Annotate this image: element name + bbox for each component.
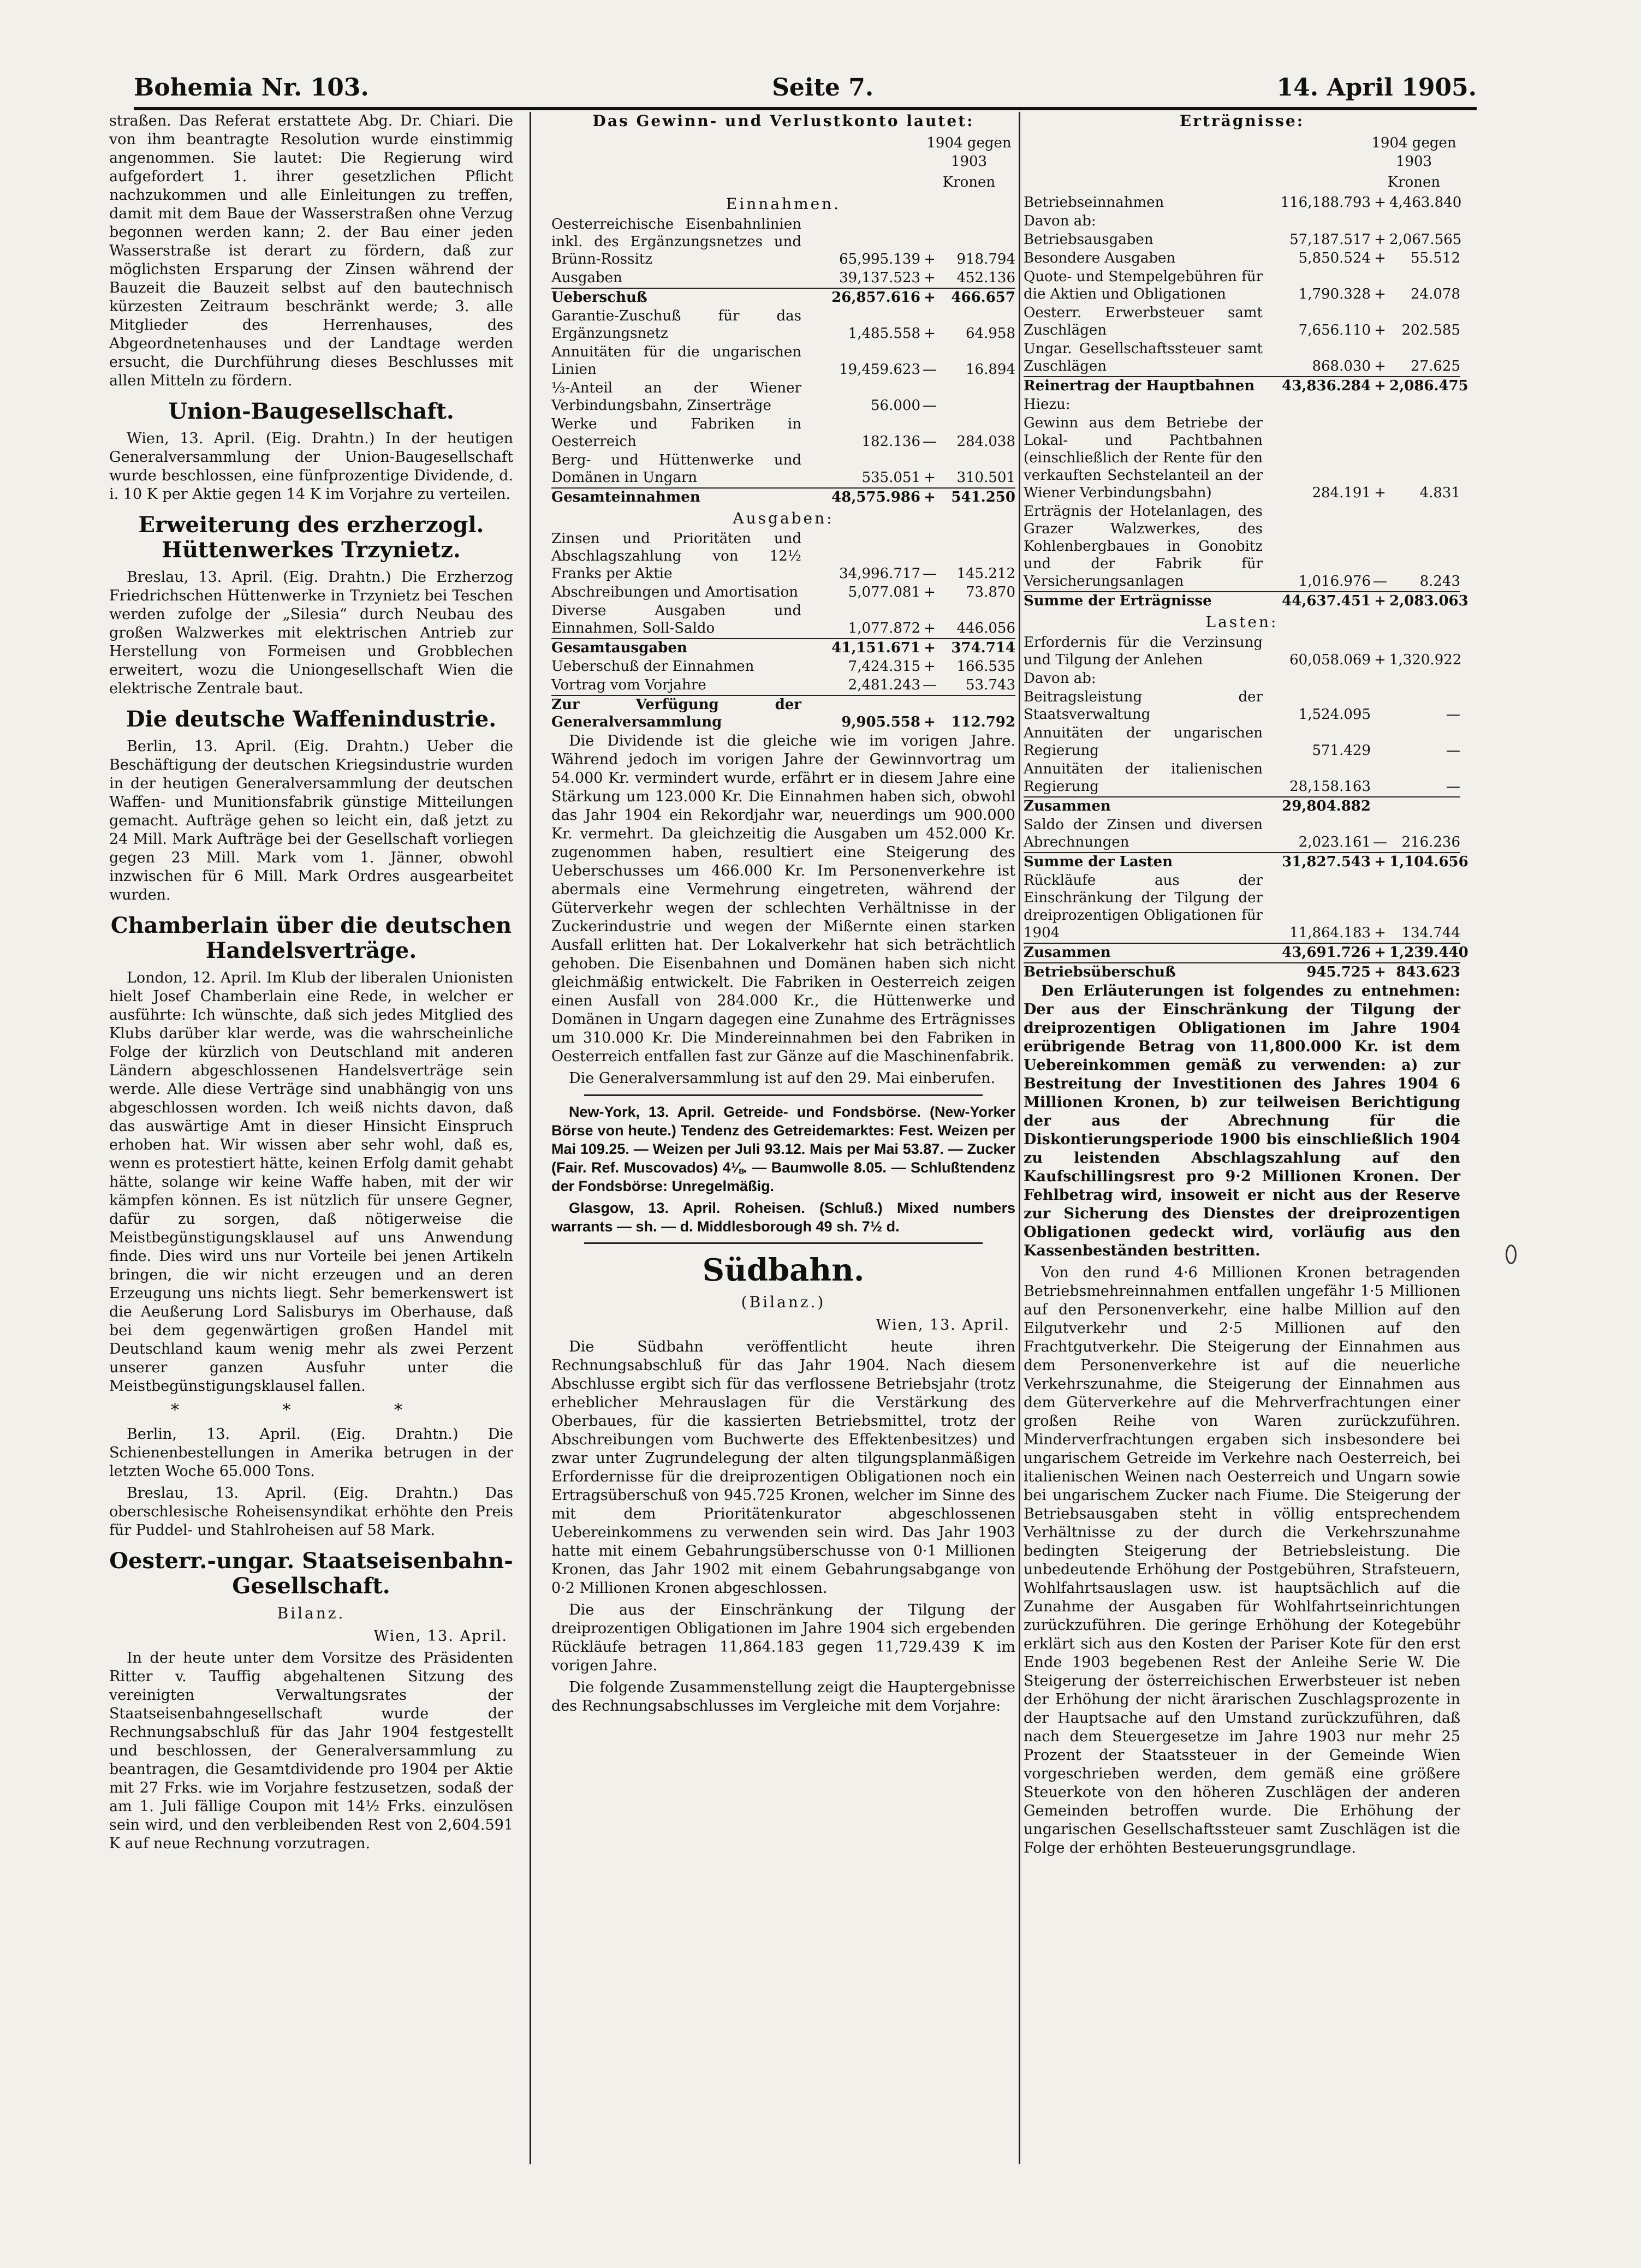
table-row-value: 9,905.558 — [841, 714, 920, 730]
table-row-sign: — — [1373, 834, 1387, 850]
article-text: Die folgende Zusammenstellung zeigt die Hauptergebnisse des Rechnungsabschlusses im Vergleiche mit dem Vorjahre: — [551, 1679, 1015, 1715]
market-report: New-York, 13. April. Getreide- und Fondsbörse. (New-Yorker Börse von heute.) Tendenz des Getreidemarktes: Fest. Weizen per Mai 109.25. — Weizen per Juli 93.12. Mais per Mai 53.87. — Zucker (Fair. Ref. Muscovados) 4⅛. — Baumwolle 8.05. — Schlußtendenz der Fondsbörse: Unregelmäßig. — [551, 1104, 1015, 1194]
article-text: Berlin, 13. April. (Eig. Drahtn.) Die Schienenbestellungen in Amerika betrugen in der letzten Woche 65.000 Tons. — [109, 1426, 513, 1480]
table-row-sign: — — [1373, 573, 1387, 590]
headline: Union-Baugesellschaft. — [168, 398, 454, 424]
table-row-value: 1,790.328 — [1298, 286, 1371, 302]
table-row-label: Summe der Lasten — [1024, 854, 1173, 870]
table-row-value: 2,481.243 — [848, 677, 920, 693]
table-row-change: — — [1446, 742, 1460, 759]
table-row-value: 29,804.882 — [1282, 798, 1371, 814]
table-row-change: 2,067.565 — [1389, 231, 1462, 248]
table-row — [1024, 268, 1460, 303]
table-row-sign: + — [924, 469, 936, 486]
table-row-label: Garantie-Zuschuß für das Ergänzungsnetz — [551, 308, 801, 342]
table-row-value: 284.191 — [1312, 485, 1371, 501]
table-row — [1024, 872, 1460, 942]
headline: Südbahn. — [702, 1252, 865, 1288]
table-row-label: Davon ab: — [1024, 213, 1096, 229]
table-row-value: 116,188.793 — [1280, 194, 1371, 211]
table-row — [1024, 634, 1460, 669]
table-row-sign: + — [924, 325, 936, 342]
table-earnings — [1024, 194, 1468, 610]
table-row-value: 7,424.315 — [848, 658, 920, 675]
table-row — [551, 288, 1015, 306]
table-header-years: 1904 gegen 1903 — [1371, 135, 1456, 170]
dateline: Wien, 13. April. — [373, 1628, 508, 1645]
table-row-label: Zusammen — [1024, 798, 1111, 814]
table-income — [551, 216, 1015, 506]
table-row-sign: + — [1374, 944, 1386, 961]
column-rule — [530, 112, 531, 2164]
table-header-years: 1904 gegen 1903 — [926, 135, 1012, 170]
table-row-label: Vortrag vom Vorjahre — [551, 677, 706, 693]
article-text: London, 12. April. Im Klub der liberalen Unionisten hielt Josef Chamberlain eine Rede, in welcher er ausführte: Ich wünschte, daß sich jedes Mitglied des Klubs darüber klar werde, was die wahrscheinliche Folge der kürzlich von Deutschland mit anderen Ländern abgeschlossenen Handelsverträge sein werde. Alle diese Verträge sind unabhängig von uns abgeschlossen worden. Ich weiß nichts davon, daß das auswärtige Amt in dieser Hinsicht Einspruch erhoben hat. Wir wissen aber sehr wohl, daß es, wenn es protestiert hätte, keinen Erfolg damit gehabt hätte, solange wir keine Waffe haben, mit der wir kämpfen können. Es ist nützlich für unsere Gegner, dafür zu sorgen, daß nötigerweise die Meistbegünstigungsklausel auf uns Anwendung finde. Dies wird uns nur Vorteile bei jenen Artikeln bringen, die wir nicht erzeugen und an deren Erzeugung uns nichts liegt. Sehr bemerkenswert ist die Aeußerung Lord Salisburys im Oberhause, daß bei dem gegenwärtigen großen Handel mit Deutschland kaum wenig mehr als zwei Perzent unserer ganzen Ausfuhr unter die Meistbegünstigungsklausel fallen. — [109, 969, 513, 1395]
table-row-change: 310.501 — [956, 469, 1015, 486]
table-row-sign: + — [924, 270, 936, 286]
table-row-change: 73.870 — [966, 584, 1015, 600]
table-row-label: Zinsen und Prioritäten und Abschlagszahlung von 12½ Franks per Aktie — [551, 531, 801, 582]
table-row-change: 55.512 — [1411, 250, 1460, 266]
table-row-value: 26,857.616 — [831, 289, 920, 306]
table-row — [551, 307, 1015, 342]
table-row-sign: + — [1374, 378, 1386, 394]
table-section: Ausgaben: — [733, 509, 834, 527]
table-row-label: Annuitäten der italienischen Regierung — [1024, 761, 1263, 795]
table-row-label: Annuitäten der ungarischen Regierung — [1024, 725, 1263, 759]
table-row-change: 64.958 — [966, 325, 1015, 342]
table-row — [1024, 249, 1460, 267]
table-row-sign: + — [924, 714, 936, 730]
table-header — [551, 134, 1015, 171]
headline: Oesterr.-ungar. Staatseisenbahn-Gesellschaft. — [109, 1548, 513, 1599]
table-title: Erträgnisse: — [1179, 112, 1305, 130]
table-row-label: Ueberschuß der Einnahmen — [551, 658, 754, 675]
table-row-sign: + — [1374, 286, 1386, 302]
table-row-value: 56.000 — [871, 397, 920, 414]
table-expenses — [551, 530, 1015, 731]
table-header — [1024, 134, 1460, 171]
table-row-change: 2,083.063 — [1389, 593, 1468, 609]
table-row-change: 166.535 — [956, 658, 1015, 675]
table-row-sign: — — [923, 397, 937, 414]
table-row — [551, 487, 1015, 506]
table-row-sign: + — [1374, 485, 1386, 501]
table-row-change: 843.623 — [1396, 964, 1460, 980]
subheadline: Bilanz. — [277, 1604, 346, 1622]
table-row — [551, 451, 1015, 486]
table-row — [551, 638, 1015, 657]
table-row — [551, 695, 1015, 731]
article-text: Die Dividende ist die gleiche wie im vorigen Jahre. Während jedoch im vorigen Jahre der Gewinnvortrag um 54.000 Kr. vermindert wurde, erfährt er in diesem Jahre eine Stärkung um 123.000 Kr. Die Einnahmen haben sich, obwohl das Jahr 1904 ein Rekordjahr war, neuerdings um 900.000 Kr. vermehrt. Da gleichzeitig die Ausgaben um 452.000 Kr. zugenommen haben, resultiert eine Steigerung des Ueberschusses um 466.000 Kr. Im Personenverkehre ist abermals eine Vermehrung eingetreten, während der Güterverkehr wegen der schlechten Verhältnisse in der Zuckerindustrie und wegen der Mißernte einen starken Ausfall erlitten hat. Der Lokalverkehr hat sich beträchtlich gehoben. Die Eisenbahnen und Domänen haben sich nicht gleichmäßig entwickelt. Die Fabriken in Oesterreich zeigen einen Ausfall von 284.000 Kr., die Hüttenwerke und Domänen in Ungarn dagegen eine Zunahme des Erträgnisses um 310.000 Kr. Die Mindereinnahmen bei den Fabriken in Oesterreich entfallen fast zur Gänze auf die Maschinenfabrik. — [551, 733, 1015, 1065]
table-row-change: 24.078 — [1411, 286, 1460, 302]
table-row — [1024, 340, 1460, 375]
table-row — [1024, 503, 1460, 590]
table-row-label: Summe der Erträgnisse — [1024, 593, 1212, 609]
page-edge-mark — [1506, 1245, 1517, 1264]
table-row-value: 1,016.976 — [1298, 573, 1371, 590]
table-row-value: 1,077.872 — [848, 620, 920, 636]
table-row-change: 16.894 — [966, 361, 1015, 378]
table-row-change: — — [1446, 706, 1460, 723]
table-row-value: 571.429 — [1312, 742, 1371, 759]
article-text: Die aus der Einschränkung der Tilgung der dreiprozentigen Obligationen im Jahre 1904 sich ergebenden Rückläufe betragen 11,864.183 gegen 11,729.439 K im vorigen Jahre. — [551, 1602, 1015, 1674]
table-row-change: 466.657 — [951, 289, 1015, 306]
table-row-value: 34,996.717 — [839, 565, 920, 582]
table-row-label: Davon ab: — [1024, 670, 1096, 687]
table-row-value: 945.725 — [1306, 964, 1371, 980]
table-header — [1024, 173, 1460, 192]
table-row-label: Oesterr. Erwerbsteuer samt Zuschlägen — [1024, 305, 1263, 338]
headline: Die deutsche Waffenindustrie. — [126, 706, 497, 732]
table-row-sign: + — [1374, 652, 1386, 668]
table-row-label: Besondere Ausgaben — [1024, 250, 1176, 266]
table-section: Lasten: — [1205, 613, 1279, 631]
table-row-label: Betriebseinnahmen — [1024, 194, 1164, 211]
table-row-label: Beitragsleistung der Staatsverwaltung — [1024, 689, 1263, 723]
subheadline: (Bilanz.) — [741, 1293, 826, 1311]
table-row-change: 53.743 — [966, 677, 1015, 693]
table-row-sign: + — [924, 489, 936, 505]
table-row-sign: — — [923, 565, 937, 582]
table-row-sign: — — [923, 677, 937, 693]
table-burdens — [1024, 634, 1468, 981]
table-row-label: Ungar. Gesellschaftssteuer samt Zuschlägen — [1024, 341, 1263, 374]
table-row — [551, 602, 1015, 637]
table-row-change: 216.236 — [1401, 834, 1460, 850]
table-row — [551, 216, 1015, 268]
table-row-sign: + — [924, 584, 936, 600]
table-row — [551, 415, 1015, 450]
dateline: Wien, 13. April. — [876, 1317, 1010, 1334]
table-row-change: 541.250 — [951, 489, 1015, 505]
table-row-label: Zur Verfügung der Generalversammlung — [551, 697, 801, 730]
table-row — [1024, 212, 1460, 230]
article-text: straßen. Das Referat erstattete Abg. Dr. Chiari. Die von ihm beantragte Resolution wurde einstimmig angenommen. Sie lautet: Die Regierung wird aufgefordert 1. ihrer gesetzlichen Pflicht nachzukommen und alle Einleitungen zu treffen, damit mit dem Baue der Wasserstraßen ohne Verzug begonnen werden kann; 2. der Bau einer jeden Wasserstraße ist derart zu fördern, daß zur möglichsten Ersparung der Zinsen während der Bauzeit die Bauzeit selbst auf den bautechnisch kürzesten Zeitraum beschränkt werde; 3. alle Mitglieder des Herrenhauses, des Abgeordnetenhauses und der Landtage werden ersucht, die Durchführung dieses Beschlusses mit allen Mitteln zu fördern. — [109, 112, 513, 389]
table-row-label: Annuitäten für die ungarischen Linien — [551, 344, 801, 378]
table-row-change: 4,463.840 — [1389, 194, 1462, 211]
table-row-change: 145.212 — [956, 565, 1015, 582]
table-row-label: Ausgaben — [551, 270, 622, 286]
table-row-sign: + — [1374, 231, 1386, 248]
table-row — [551, 584, 1015, 601]
table-row-label: Berg- und Hüttenwerke und Domänen in Ungarn — [551, 452, 801, 486]
table-row-sign: + — [1374, 322, 1386, 338]
table-row-value: 1,485.558 — [848, 325, 920, 342]
table-header-unit: Kronen — [1387, 174, 1441, 191]
table-row-sign: + — [924, 289, 936, 306]
table-row-value: 44,637.451 — [1282, 593, 1371, 609]
table-row — [551, 530, 1015, 582]
table-row — [1024, 194, 1460, 211]
table-row-change: 27.625 — [1411, 358, 1460, 374]
table-row-sign: + — [1374, 194, 1386, 211]
table-row — [1024, 760, 1460, 795]
column-3 — [1024, 112, 1468, 2164]
article-text: Wien, 13. April. (Eig. Drahtn.) In der heutigen Generalversammlung der Union-Baugesellschaft wurde beschlossen, eine fünfprozentige Dividende, d. i. 10 K per Aktie gegen 14 K im Vorjahre zu verteilen. — [109, 430, 513, 503]
table-row-sign: + — [1374, 358, 1386, 374]
table-row-label: Hiezu: — [1024, 396, 1071, 413]
table-row-sign: + — [1374, 964, 1386, 980]
separator-stars: * * * — [170, 1401, 452, 1420]
table-row-change: 452.136 — [956, 270, 1015, 286]
table-row-label: Saldo der Zinsen und diversen Abrechnungen — [1024, 817, 1263, 850]
table-row-change: 284.038 — [956, 433, 1015, 450]
table-row — [1024, 796, 1460, 815]
table-row — [1024, 591, 1468, 610]
divider — [584, 1242, 983, 1244]
table-row-label: ⅓-Anteil an der Wiener Verbindungsbahn, Zinserträge — [551, 380, 801, 414]
table-row — [1024, 396, 1460, 413]
table-header — [551, 173, 1015, 192]
table-row-value: 57,187.517 — [1289, 231, 1371, 248]
table-row-label: Quote- und Stempelgebühren für die Aktien und Obligationen — [1024, 269, 1263, 302]
table-row-value: 11,864.183 — [1289, 925, 1371, 941]
table-row-sign: — — [923, 433, 937, 450]
table-row — [1024, 852, 1468, 871]
table-row-label: Ueberschuß — [551, 289, 647, 306]
table-row-sign: + — [924, 658, 936, 675]
table-row-change: 4.831 — [1419, 485, 1460, 501]
table-row — [1024, 724, 1460, 759]
table-row — [1024, 414, 1460, 502]
table-row — [1024, 231, 1460, 248]
table-row-label: Betriebsüberschuß — [1024, 964, 1176, 980]
article-text: In der heute unter dem Vorsitze des Präsidenten Ritter v. Tauffig abgehaltenen Sitzung des vereinigten Verwaltungsrates der Staatseisenbahngesellschaft wurde der Rechnungsabschluß für das Jahr 1904 festgestellt und beschlossen, der Generalversammlung zu beantragen, die Gesamtdividende pro 1904 per Aktie mit 27 Frks. wie im Vorjahre festzusetzen, sodaß der am 1. Juli fällige Coupon mit 14½ Frks. einzulösen sein wird, und den verbleibenden Rest von 2,604.591 K auf neue Rechnung vorzutragen. — [109, 1650, 513, 1852]
table-row-sign: + — [924, 640, 936, 656]
table-row-change: 112.792 — [951, 714, 1015, 730]
table-row-change: 374.714 — [951, 640, 1015, 656]
table-row-value: 43,691.726 — [1282, 944, 1371, 961]
table-row — [551, 379, 1015, 414]
divider — [584, 1094, 983, 1096]
table-row-label: Abschreibungen und Amortisation — [551, 584, 799, 600]
table-row-value: 19,459.623 — [839, 361, 920, 378]
table-row-value: 60,058.069 — [1289, 652, 1371, 668]
table-row — [1024, 376, 1468, 395]
table-row — [551, 343, 1015, 378]
table-row-value: 2,023.161 — [1298, 834, 1371, 850]
table-row-label: Betriebsausgaben — [1024, 231, 1154, 248]
table-row-change: 1,239.440 — [1389, 944, 1468, 961]
table-row-change: 446.056 — [956, 620, 1015, 636]
headline: Chamberlain über die deutschen Handelsverträge. — [110, 913, 512, 963]
article-text: Von den rund 4·6 Millionen Kronen betragenden Betriebsmehreinnahmen entfallen ungefähr 1·5 Millionen auf den Personenverkehr, eine halbe Million auf den Eilgutverkehr und 2·5 Millionen auf den Frachtgutverkehr. Die Steigerung der Einnahmen aus dem Personenverkehre ist auf die neuerliche Verkehrszunahme, die Steigerung der Einnahmen aus dem Güterverkehre auf die Mehrverfrachtungen einer großen Reihe von Waren zurückzuführen. Minderverfrachtungen ergaben sich insbesondere bei ungarischem Getreide im Verkehre nach Oesterreich, bei italienischen Weinen nach Oesterreich und Ungarn sowie bei ungarischem Zucker nach Fiume. Die Steigerung der Betriebsausgaben steht in völlig entsprechendem Verhältnisse zu der durch die Verkehrszunahme bedingten Steigerung der Betriebsleistung. Die unbedeutende Erhöhung der Postgebühren, Strafsteuern, Wohlfahrtsauslagen usw. ist hauptsächlich auf die Zunahme der Ausgaben für Wohlfahrtseinrichtungen zurückzuführen. Die geringe Erhöhung der Kotegebühr erklärt sich aus den Kosten der Pariser Kote für den erst Ende 1903 begebenen Rest der Anleihe Serie W. Die Steigerung der österreichischen Erwerbsteuer ist neben der Erhöhung der nicht ärarischen Zuschlagsprozente in der Hauptsache auf den Umstand zurückzuführen, daß nach dem Steuergesetze im Jahre 1903 nur mehr 25 Prozent der Staatssteuer in der Gemeinde Wien vorgeschrieben werden, dem gemäß eine größere Steuerkote von den höheren Zuschlägen der anderen Gemeinden betroffen wurde. Die Erhöhung der ungarischen Gesellschaftssteuer samt Zuschlägen ist die Folge der erhöhten Besteuerungsgrundlage. — [1024, 1264, 1460, 1856]
table-section: Einnahmen. — [726, 195, 841, 213]
column-1 — [109, 112, 513, 2164]
table-header-unit: Kronen — [942, 174, 996, 191]
article-text: Berlin, 13. April. (Eig. Drahtn.) Ueber die Beschäftigung der deutschen Kriegsindustrie wurden in der heutigen Generalversammlung der deutschen Waffen- und Munitionsfabrik günstige Mitteilungen gemacht. Aufträge gehen so leicht ein, daß jetzt zu 24 Mill. Mark Aufträge bei der Gesellschaft vorliegen gegen 23 Mill. Mark vom 1. Jänner, obwohl inzwischen für 6 Mill. Mark Ordres ausgearbeitet wurden. — [109, 738, 513, 903]
table-row-value: 5,850.524 — [1298, 250, 1371, 266]
headline: Erweiterung des erzherzogl. Hüttenwerkes Trzynietz. — [138, 512, 484, 563]
table-row-sign: + — [1374, 250, 1386, 266]
table-row-value: 7,656.110 — [1298, 322, 1371, 338]
masthead-paper: Bohemia Nr. 103. — [134, 74, 369, 102]
table-row-label: Diverse Ausgaben und Einnahmen, Soll-Saldo — [551, 603, 801, 636]
table-row — [551, 658, 1015, 675]
article-text: Die Südbahn veröffentlicht heute ihren Rechnungsabschluß für das Jahr 1904. Nach diesem Abschlusse ergibt sich für das verflossene Betriebsjahr (trotz erheblicher Mehrauslagen für die Verstärkung des Oberbaues, für die kassierten Betriebsmittel, trotz der Abschreibungen vom Buchwerte des Effektenbesitzes) und zwar unter Zugrundelegung der alten tilgungsplanmäßigen Erfordernisse für die dreiprozentigen Obligationen noch ein Ertragsüberschuß von 945.725 Kronen, welcher im Sinne des mit dem Prioritätenkurator abgeschlossenen Uebereinkommens zu verwenden sein wird. Das Jahr 1903 hatte mit einem Gebahrungsüberschusse von 0·1 Millionen Kronen, das Jahr 1902 mit einem Gebahrungsabgange von 0·2 Millionen Kronen abgeschlossen. — [551, 1338, 1015, 1597]
table-title: Das Gewinn- und Verlustkonto lautet: — [592, 112, 974, 130]
table-row-value: 5,077.081 — [848, 584, 920, 600]
table-row-change: 2,086.475 — [1389, 378, 1468, 394]
table-row-change: 1,104.656 — [1389, 854, 1468, 870]
table-row-value: 65,995.139 — [839, 251, 920, 267]
table-row-label: Gewinn aus dem Betriebe der Lokal- und Pachtbahnen (einschließlich der Rente für den verkauften Sechstelanteil an der Wiener Verbindungsbahn) — [1024, 415, 1263, 501]
table-row-label: Rückläufe aus der Einschränkung der Tilgung der dreiprozentigen Obligationen für 1904 — [1024, 872, 1263, 941]
table-row-label: Erfordernis für die Verzinsung und Tilgung der Anlehen — [1024, 634, 1263, 668]
table-row — [1024, 943, 1468, 961]
table-row-value: 868.030 — [1312, 358, 1371, 374]
article-text: Die Generalversammlung ist auf den 29. Mai einberufen. — [569, 1070, 996, 1087]
column-2 — [551, 112, 1015, 2164]
table-row-label: Zusammen — [1024, 944, 1111, 961]
table-row-change: 134.744 — [1401, 925, 1460, 941]
table-row-value: 182.136 — [861, 433, 920, 450]
masthead-page: Seite 7. — [772, 74, 874, 102]
table-row-sign: + — [1374, 925, 1386, 941]
article-text: Den Erläuterungen ist folgendes zu entnehmen: Der aus der Einschränkung der Tilgung der dreiprozentigen Obligationen im Jahre 1904 erübrigende Betrag von 11,800.000 Kr. ist dem Uebereinkommen gemäß zu verwenden: a) zur Bestreitung der Investitionen des Jahres 1904 6 Millionen Kronen, b) zur teilweisen Berichtigung der aus der Abrechnung für die Diskontierungsperiode 1900 bis einschließlich 1904 zu leistenden Abschlagszahlung auf den Kaufschillingsrest pro 9·2 Millionen Kronen. Der Fehlbetrag wird, insoweit er nicht aus der Reserve zur Sicherung des Dienstes der dreiprozentigen Obligationen gedeckt wird, vorläufig aus den Kassenbeständen bestritten. — [1024, 983, 1460, 1259]
table-row — [1024, 304, 1460, 339]
table-row-value: 535.051 — [861, 469, 920, 486]
table-row-sign: + — [1374, 854, 1386, 870]
table-row-sign: + — [924, 251, 936, 267]
table-row-value: 43,836.284 — [1282, 378, 1371, 394]
table-row-sign: + — [1374, 593, 1386, 609]
table-row-value: 39,137.523 — [839, 270, 920, 286]
table-row — [1024, 688, 1460, 723]
masthead-date: 14. April 1905. — [1276, 74, 1477, 102]
column-rule — [1019, 112, 1020, 2164]
article-text: Breslau, 13. April. (Eig. Drahtn.) Das oberschlesische Roheisensyndikat erhöhte den Preis für Puddel- und Stahlroheisen auf 58 Mark. — [109, 1485, 513, 1539]
table-row-change: 202.585 — [1401, 322, 1460, 338]
table-row-label: Reinertrag der Hauptbahnen — [1024, 378, 1255, 394]
table-row — [551, 676, 1015, 694]
table-row-label: Gesamteinnahmen — [551, 489, 700, 505]
table-row — [1024, 670, 1460, 687]
article-text: Breslau, 13. April. (Eig. Drahtn.) Die Erzherzog Friedrichschen Hüttenwerke in Trzynietz bei Teschen werden zufolge der „Silesia“ durch Neubau des großen Walzwerkes mit elektrischen Antrieb zur Herstellung von Formeisen und Grobblechen erweitert, wozu die Uniongesellschaft Wien die elektrische Zentrale baut. — [109, 569, 513, 697]
table-row-value: 41,151.671 — [831, 640, 920, 656]
masthead — [134, 59, 1477, 110]
table-row-label: Erträgnis der Hotelanlagen, des Grazer Walzwerkes, des Kohlenbergbaues in Gonobitz und der Fabrik für Versicherungsanlagen — [1024, 503, 1263, 590]
table-row — [1024, 816, 1460, 851]
table-row-label: Oesterreichische Eisenbahnlinien inkl. des Ergänzungsnetzes und Brünn-Rossitz — [551, 216, 801, 267]
table-row-label: Werke und Fabriken in Oesterreich — [551, 416, 801, 450]
table-row — [1024, 962, 1460, 981]
table-row-change: 918.794 — [956, 251, 1015, 267]
table-row-change: 8.243 — [1419, 573, 1460, 590]
table-row-value: 1,524.095 — [1298, 706, 1371, 723]
table-row-change: 1,320.922 — [1389, 652, 1462, 668]
table-row-value: 48,575.986 — [831, 489, 920, 505]
table-row-sign: — — [923, 361, 937, 378]
table-row-value: 31,827.543 — [1282, 854, 1371, 870]
table-row-value: 28,158.163 — [1289, 778, 1371, 795]
table-row — [551, 269, 1015, 287]
table-row-change: — — [1446, 778, 1460, 795]
table-row-label: Gesamtausgaben — [551, 640, 687, 656]
table-row-sign: + — [924, 620, 936, 636]
market-report: Glasgow, 13. April. Roheisen. (Schluß.) Mixed numbers warrants — sh. — d. Middlesborough 49 sh. 7½ d. — [551, 1200, 1015, 1235]
